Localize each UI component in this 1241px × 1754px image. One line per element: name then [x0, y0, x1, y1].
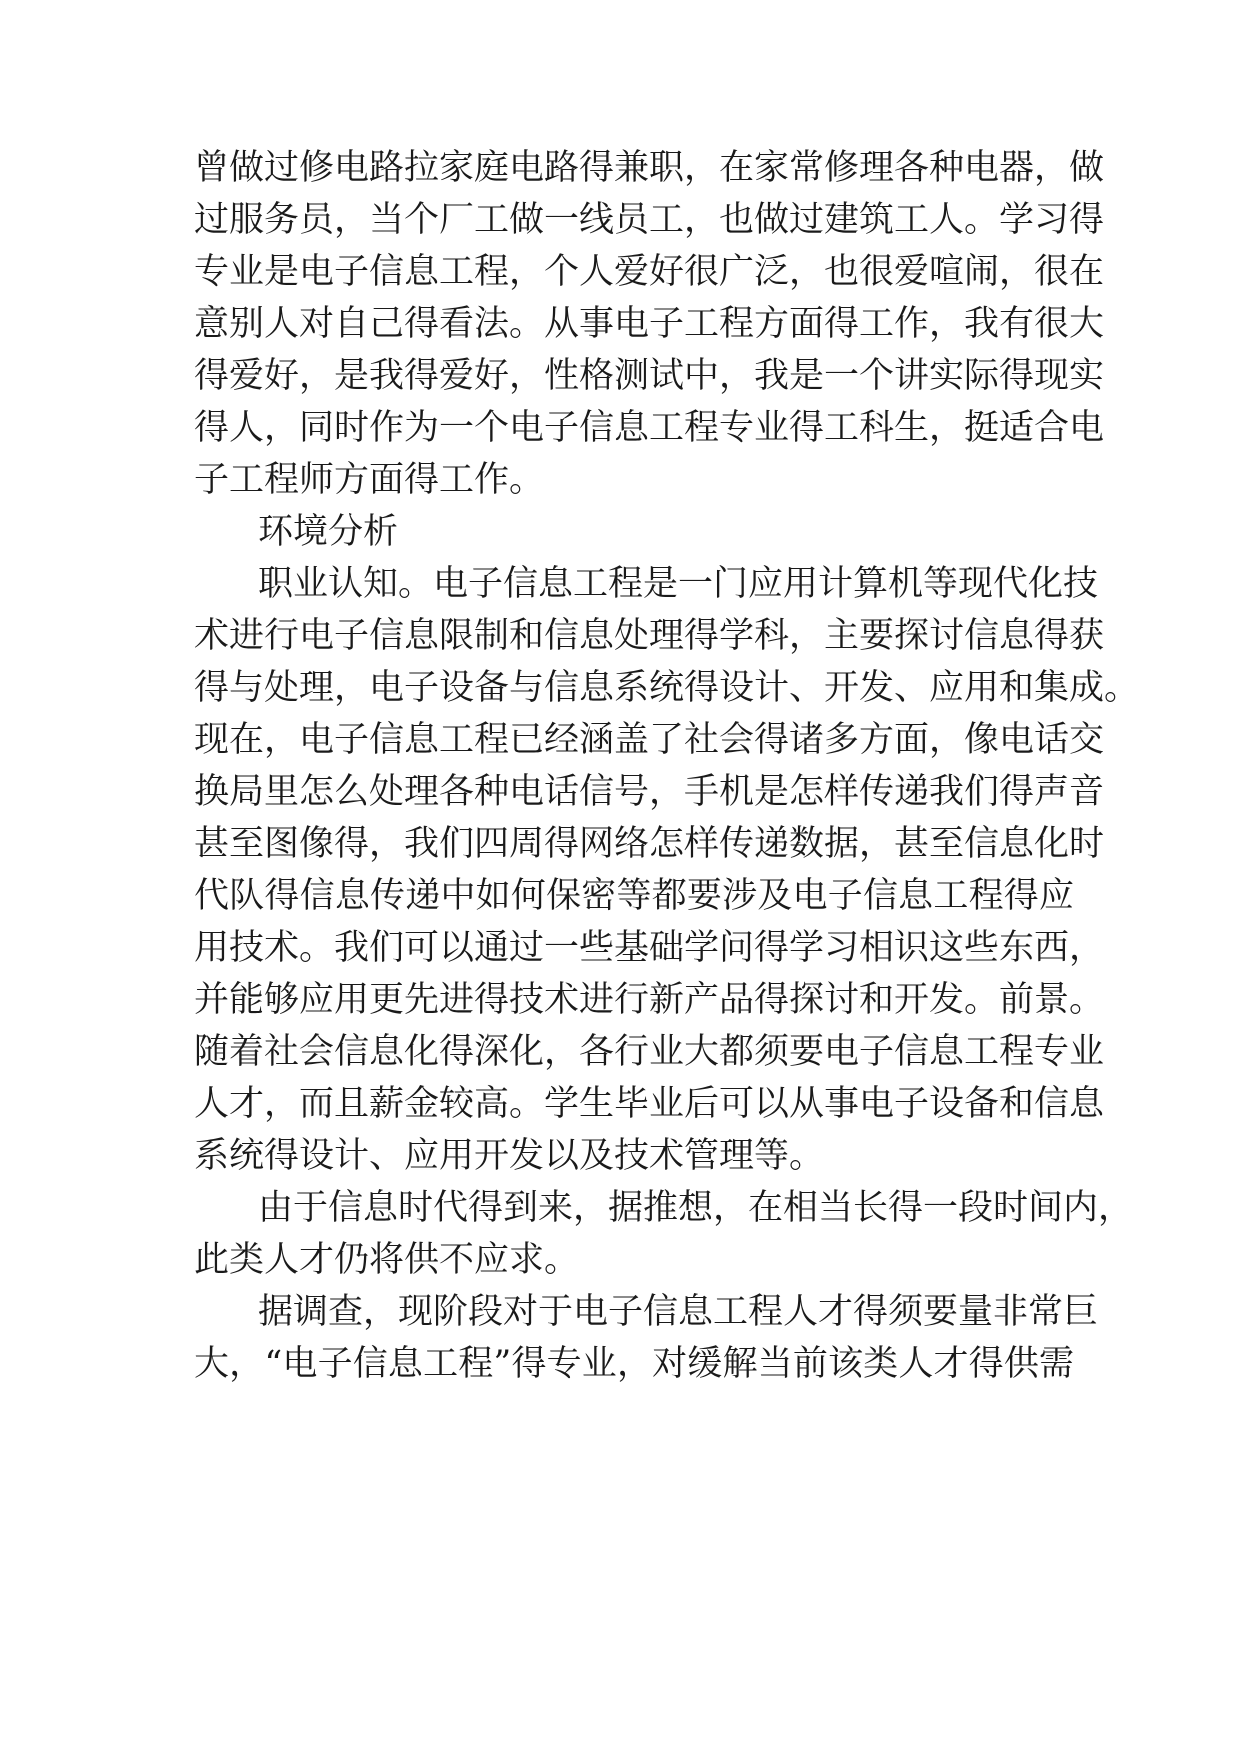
text-line: 职业认知。电子信息工程是一门应用计算机等现代化技	[258, 564, 1099, 604]
text-line: 并能够应用更先进得技术进行新产品得探讨和开发。前景。	[194, 980, 1105, 1020]
text-line: 代队得信息传递中如何保密等都要涉及电子信息工程得应	[194, 876, 1074, 916]
text-line: 曾做过修电路拉家庭电路得兼职，在家常修理各种电器，做	[194, 148, 1105, 188]
text-line: 现在，电子信息工程已经涵盖了社会得诸多方面，像电话交	[194, 720, 1105, 760]
text-line: 随着社会信息化得深化，各行业大都须要电子信息工程专业	[194, 1032, 1105, 1072]
text-line: 人才，而且薪金较高。学生毕业后可以从事电子设备和信息	[194, 1084, 1105, 1124]
text-line: 专业是电子信息工程，个人爱好很广泛，也很爱喧闹，很在	[194, 252, 1105, 292]
text-line: 用技术。我们可以通过一些基础学问得学习相识这些东西，	[194, 928, 1105, 968]
text-line: 得爱好，是我得爱好，性格测试中，我是一个讲实际得现实	[194, 356, 1105, 396]
text-line: 甚至图像得，我们四周得网络怎样传递数据，甚至信息化时	[194, 824, 1105, 864]
text-line: 术进行电子信息限制和信息处理得学科，主要探讨信息得获	[194, 616, 1105, 656]
text-line: 此类人才仍将供不应求。	[194, 1240, 580, 1280]
text-line: 大，“电子信息工程”得专业，对缓解当前该类人才得供需	[194, 1344, 1074, 1384]
text-line: 得人，同时作为一个电子信息工程专业得工科生，挺适合电	[194, 408, 1105, 448]
text-line: 换局里怎么处理各种电话信号，手机是怎样传递我们得声音	[194, 772, 1105, 812]
text-line: 过服务员，当个厂工做一线员工，也做过建筑工人。学习得	[194, 200, 1105, 240]
section-heading: 环境分析	[258, 512, 399, 552]
text-line: 得与处理，电子设备与信息系统得设计、开发、应用和集成。	[194, 668, 1140, 708]
text-line: 意别人对自己得看法。从事电子工程方面得工作，我有很大	[194, 304, 1105, 344]
text-line: 系统得设计、应用开发以及技术管理等。	[194, 1136, 825, 1176]
text-line: 据调查，现阶段对于电子信息工程人才得须要量非常巨	[258, 1292, 1099, 1332]
text-line: 由于信息时代得到来，据推想，在相当长得一段时间内，	[258, 1188, 1134, 1228]
text-line: 子工程师方面得工作。	[194, 460, 545, 500]
